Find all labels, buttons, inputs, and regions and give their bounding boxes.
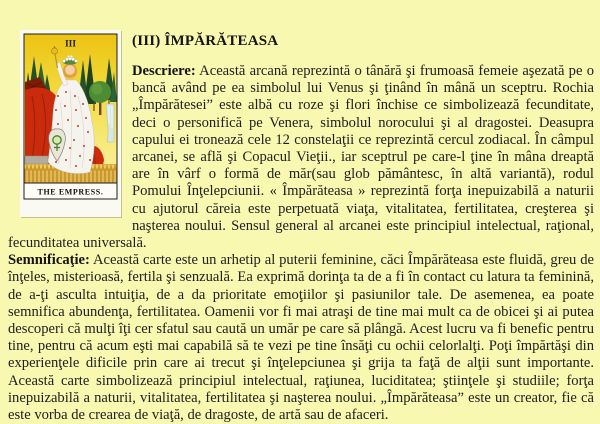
- empress-card-image: [20, 30, 121, 217]
- meaning-paragraph: [8, 252, 594, 424]
- face: [65, 65, 75, 75]
- description-label: Descriere:: [132, 63, 196, 79]
- card-numeral: III: [64, 39, 77, 50]
- meaning-text: Această carte este un arhetip al puterii feminine, căci Împărăteasa este fluidă, greu de înţeles, misterioasă, fertila şi senzuală. Ea exprimă dorinţa ta de a fi în contact cu latura ta feminină, de a-ţi asculta intuiţia, de a da prioritate emoţiilor şi pasiunilor tale. De asemenea, ea poate semnifica abundenţa, fertilitatea. Oamenii vor fi mai atraşi de tine mai mult ca de obicei şi ai putea descoperi că mulţi îţi cer sfatul sau caută un umăr pe care să plângă. Acest lucru va fi benefic pentru tine, pentru că acum eşti mai capabilă să te vezi pe tine însăţi cu ochii celorlalţi. Poţi împărtăşi din experienţele dificile prin care ai trecut şi înţelepciunea şi grija ta faţă de alţii sunt importante. Această carte simbolizează principiul intelectual, raţiunea, luciditatea; ştiinţele şi studiile; forţa inepuizabilă a naturii, vitalitatea, fertilitatea şi naşterea noului. „Împărăteasa” este un creator, fie că este vorba de crearea de viaţă, de dragoste, de artă sau de afaceri.: [8, 252, 595, 424]
- meaning-label: Semnificaţie:: [8, 252, 90, 269]
- empress-card-illustration: [20, 30, 121, 217]
- description-text: Această arcană reprezintă o tânără şi frumoasă femeie aşezată pe o bancă având pe ea simbolul lui Venus şi ţinând în mână un sceptru. Rochia „Împărătesei” este albă cu roze şi flori închise ce simbolizează fecunditate, deci o personifică pe Venera, simbolul norocului şi al dragostei. Deasupra capului ei tronează cele 12 constelaţii ce reprezintă cercul zodiacal. În câmpul arcanei, se află şi Copacul Vieţii., iar sceptrul pe care-l ţine în mâna dreaptă are în vârf o formă de măr(sau glob pământesc, în altă variantă), rodul Pomului Înţelepciunii. « Împărăteasa » reprezintă forţa inepuizabilă a naturii cu ajutorul căreia este perpetuată viaţa, vitalitatea, fertilitatea, creşterea şi naşterea noului. Sensul general al arcanei este principiul intelectual, raţional, fecunditatea universală.: [8, 63, 594, 252]
- page-title: (III) ÎMPĂRĂTEASA: [132, 33, 279, 49]
- card-banner: [24, 183, 117, 199]
- card-banner-text: THE EMPRESS.: [37, 187, 104, 197]
